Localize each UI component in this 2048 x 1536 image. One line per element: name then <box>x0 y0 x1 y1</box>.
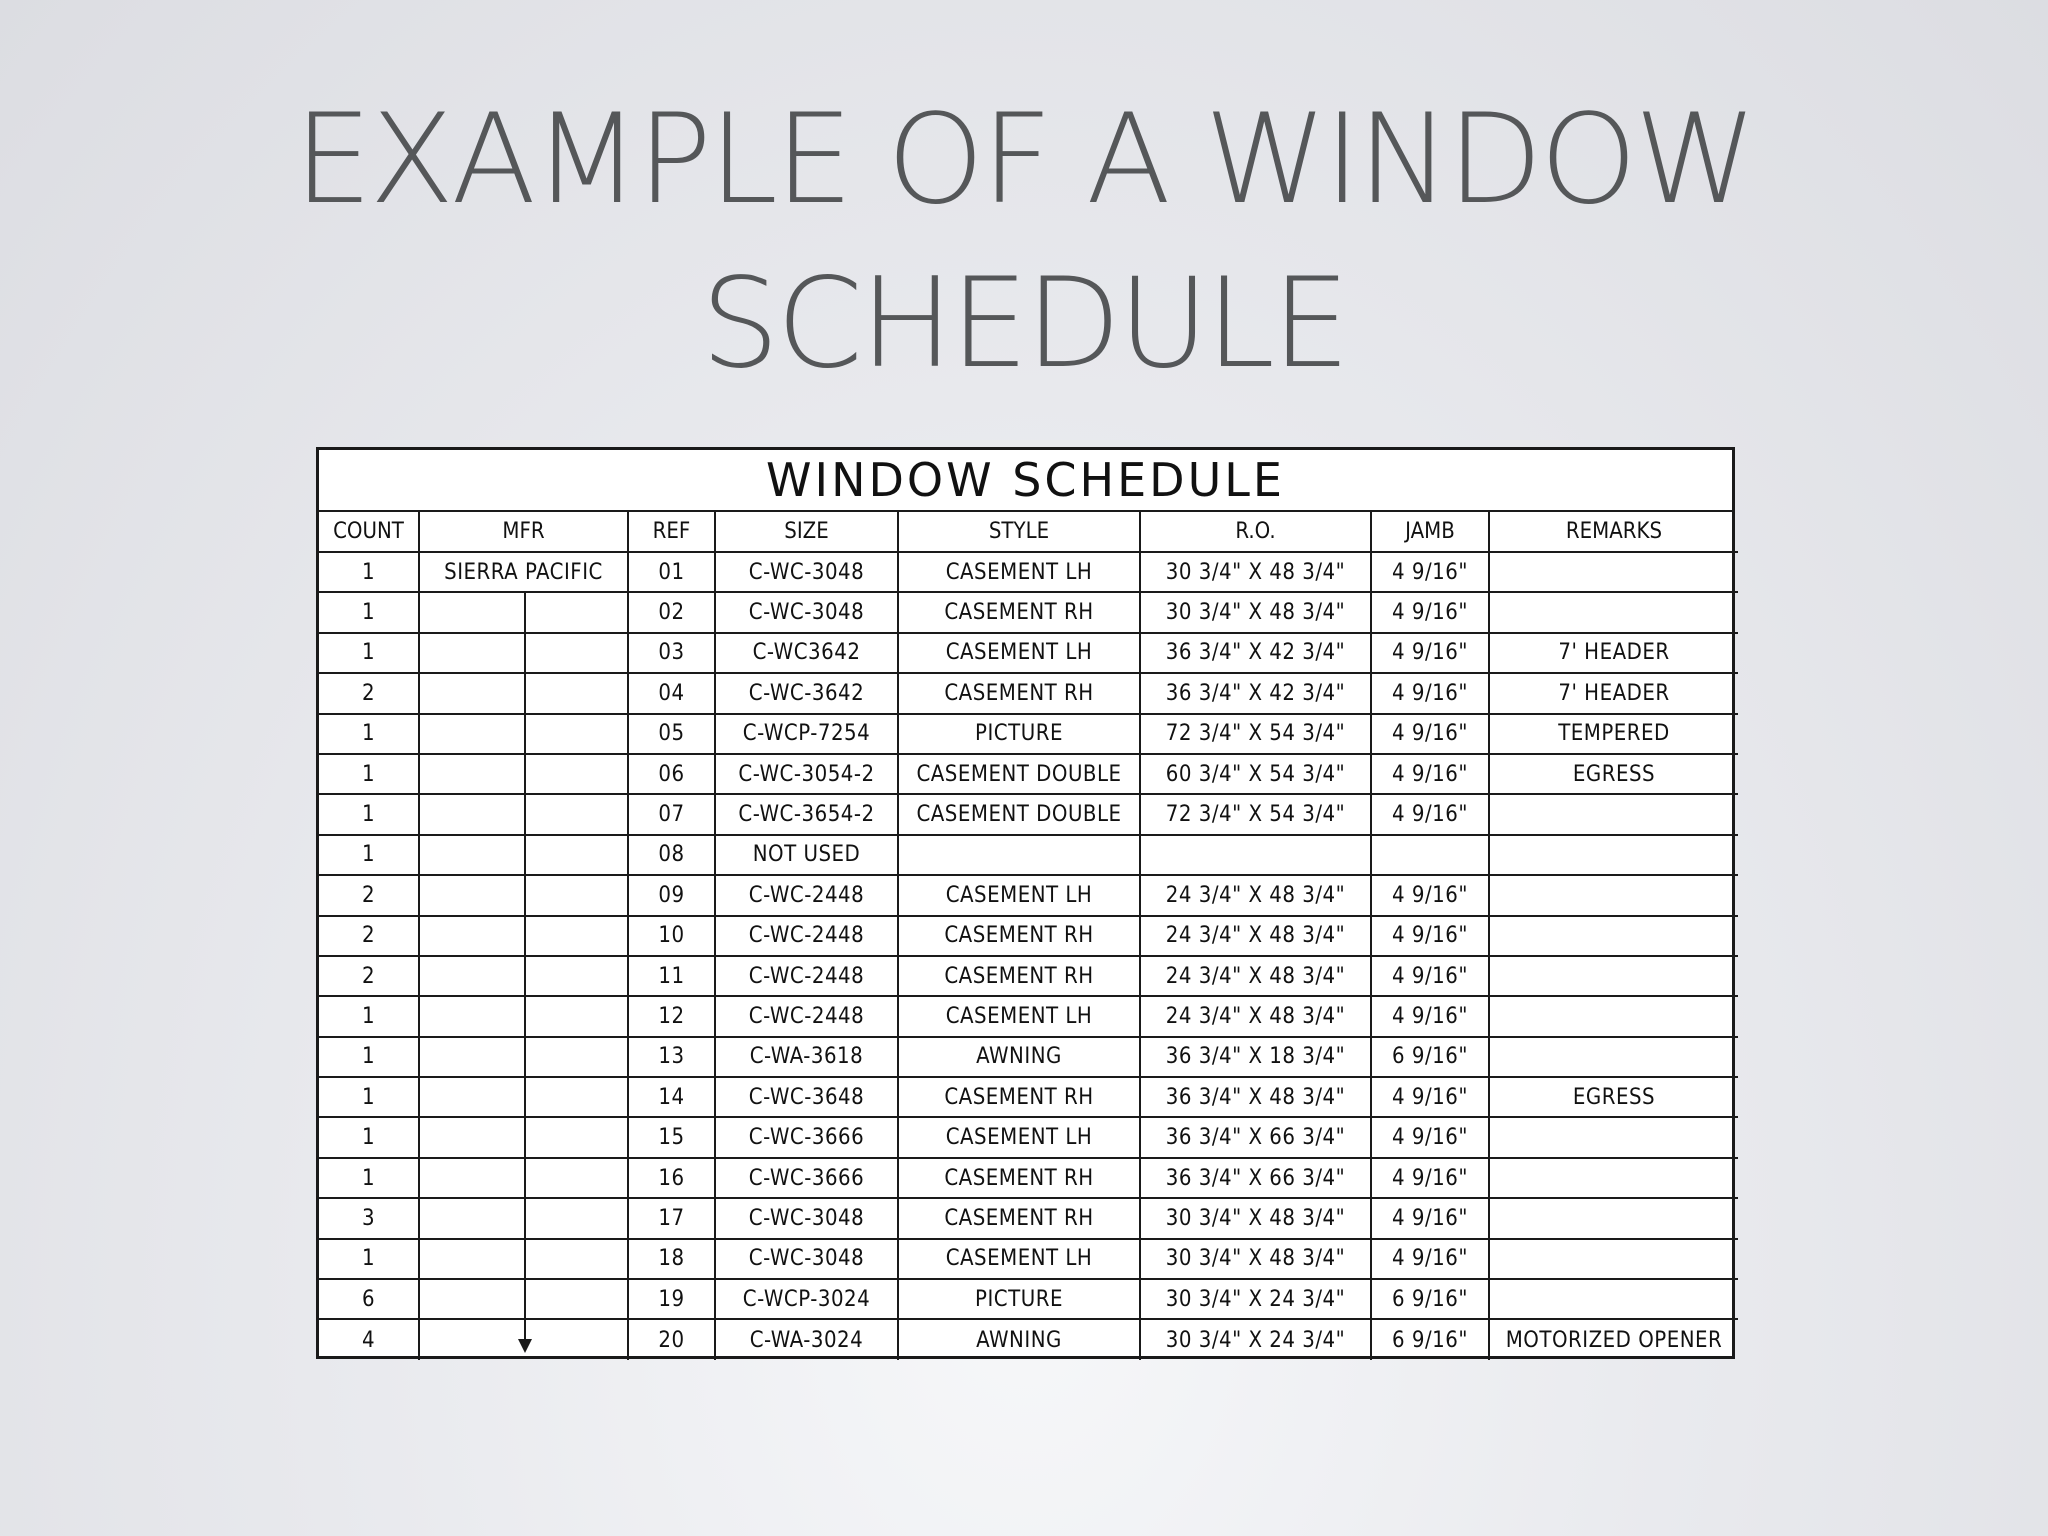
cell-remarks: TEMPERED <box>1489 714 1738 754</box>
cell-count: 1 <box>319 1239 419 1279</box>
cell-size: C-WCP-7254 <box>715 714 898 754</box>
cell-count: 6 <box>319 1279 419 1319</box>
cell-style <box>898 835 1140 875</box>
header-row <box>319 512 1738 552</box>
cell-remarks <box>1489 592 1738 632</box>
cell-ref: 03 <box>628 633 715 673</box>
cell-jamb: 4 9/16" <box>1371 1077 1489 1117</box>
table-row <box>319 875 1738 915</box>
cell-count: 1 <box>319 714 419 754</box>
cell-mfr <box>419 1077 628 1117</box>
table-row <box>319 996 1738 1036</box>
cell-count: 1 <box>319 794 419 834</box>
schedule-body <box>319 552 1738 1360</box>
header-size: SIZE <box>715 512 898 552</box>
cell-ref: 09 <box>628 875 715 915</box>
table-row <box>319 794 1738 834</box>
cell-remarks <box>1489 794 1738 834</box>
cell-count: 1 <box>319 835 419 875</box>
table-row <box>319 1198 1738 1238</box>
cell-mfr <box>419 1158 628 1198</box>
table-row <box>319 916 1738 956</box>
cell-remarks: EGRESS <box>1489 1077 1738 1117</box>
ditto-line <box>524 1077 526 1117</box>
cell-mfr <box>419 916 628 956</box>
cell-size: NOT USED <box>715 835 898 875</box>
cell-mfr <box>419 714 628 754</box>
cell-jamb: 4 9/16" <box>1371 673 1489 713</box>
window-schedule-sheet <box>316 447 1735 1359</box>
ditto-line <box>524 1239 526 1279</box>
cell-ro: 72 3/4" X 54 3/4" <box>1140 794 1371 834</box>
cell-ref: 12 <box>628 996 715 1036</box>
cell-ref: 16 <box>628 1158 715 1198</box>
table-row <box>319 1158 1738 1198</box>
cell-jamb: 4 9/16" <box>1371 1198 1489 1238</box>
cell-style: AWNING <box>898 1037 1140 1077</box>
cell-jamb: 4 9/16" <box>1371 552 1489 592</box>
cell-mfr <box>419 875 628 915</box>
cell-count: 1 <box>319 1158 419 1198</box>
ditto-line <box>524 1279 526 1319</box>
cell-count: 2 <box>319 673 419 713</box>
cell-ref: 08 <box>628 835 715 875</box>
cell-mfr <box>419 1279 628 1319</box>
cell-size: C-WC-3654-2 <box>715 794 898 834</box>
cell-style: CASEMENT RH <box>898 673 1140 713</box>
cell-ro: 24 3/4" X 48 3/4" <box>1140 996 1371 1036</box>
table-row <box>319 673 1738 713</box>
cell-size: C-WC-2448 <box>715 996 898 1036</box>
cell-size: C-WA-3024 <box>715 1319 898 1359</box>
cell-size: C-WC-3666 <box>715 1117 898 1157</box>
cell-count: 2 <box>319 875 419 915</box>
slide-title-line-2: SCHEDULE <box>700 252 1348 396</box>
cell-remarks: 7' HEADER <box>1489 673 1738 713</box>
cell-count: 1 <box>319 754 419 794</box>
cell-size: C-WC-2448 <box>715 956 898 996</box>
cell-ro: 72 3/4" X 54 3/4" <box>1140 714 1371 754</box>
cell-style: CASEMENT RH <box>898 1158 1140 1198</box>
ditto-line <box>524 916 526 956</box>
cell-jamb: 4 9/16" <box>1371 875 1489 915</box>
cell-remarks: MOTORIZED OPENER <box>1489 1319 1738 1359</box>
cell-jamb <box>1371 835 1489 875</box>
cell-ref: 05 <box>628 714 715 754</box>
cell-ro: 36 3/4" X 42 3/4" <box>1140 633 1371 673</box>
cell-mfr <box>419 1198 628 1238</box>
header-style: STYLE <box>898 512 1140 552</box>
cell-remarks <box>1489 956 1738 996</box>
cell-ref: 11 <box>628 956 715 996</box>
cell-ro <box>1140 835 1371 875</box>
cell-style: CASEMENT LH <box>898 1117 1140 1157</box>
cell-size: C-WC-3048 <box>715 552 898 592</box>
ditto-line <box>524 875 526 915</box>
cell-ref: 04 <box>628 673 715 713</box>
cell-jamb: 4 9/16" <box>1371 754 1489 794</box>
table-row <box>319 754 1738 794</box>
cell-jamb: 6 9/16" <box>1371 1037 1489 1077</box>
cell-ref: 17 <box>628 1198 715 1238</box>
cell-ref: 19 <box>628 1279 715 1319</box>
cell-mfr <box>419 1239 628 1279</box>
cell-ro: 30 3/4" X 24 3/4" <box>1140 1319 1371 1359</box>
cell-remarks <box>1489 1117 1738 1157</box>
cell-style: CASEMENT RH <box>898 1198 1140 1238</box>
cell-style: CASEMENT LH <box>898 633 1140 673</box>
cell-ro: 30 3/4" X 48 3/4" <box>1140 1239 1371 1279</box>
cell-remarks <box>1489 916 1738 956</box>
ditto-line <box>524 633 526 673</box>
cell-ro: 30 3/4" X 24 3/4" <box>1140 1279 1371 1319</box>
table-row <box>319 592 1738 632</box>
cell-ro: 30 3/4" X 48 3/4" <box>1140 552 1371 592</box>
cell-ref: 15 <box>628 1117 715 1157</box>
cell-style: CASEMENT RH <box>898 592 1140 632</box>
cell-ro: 30 3/4" X 48 3/4" <box>1140 592 1371 632</box>
table-row <box>319 835 1738 875</box>
ditto-line <box>524 794 526 834</box>
cell-mfr <box>419 633 628 673</box>
cell-mfr <box>419 956 628 996</box>
cell-ro: 36 3/4" X 18 3/4" <box>1140 1037 1371 1077</box>
cell-ro: 24 3/4" X 48 3/4" <box>1140 875 1371 915</box>
cell-remarks <box>1489 996 1738 1036</box>
cell-remarks: 7' HEADER <box>1489 633 1738 673</box>
cell-count: 1 <box>319 633 419 673</box>
cell-ref: 18 <box>628 1239 715 1279</box>
header-jamb: JAMB <box>1371 512 1489 552</box>
cell-style: CASEMENT RH <box>898 956 1140 996</box>
cell-ref: 20 <box>628 1319 715 1359</box>
cell-style: CASEMENT LH <box>898 1239 1140 1279</box>
cell-size: C-WC-3666 <box>715 1158 898 1198</box>
table-row <box>319 1077 1738 1117</box>
cell-style: CASEMENT LH <box>898 552 1140 592</box>
ditto-line <box>524 835 526 875</box>
cell-remarks <box>1489 1037 1738 1077</box>
cell-jamb: 4 9/16" <box>1371 996 1489 1036</box>
cell-ro: 36 3/4" X 66 3/4" <box>1140 1158 1371 1198</box>
cell-jamb: 4 9/16" <box>1371 1239 1489 1279</box>
slide-title-line-1: EXAMPLE OF A WINDOW <box>294 88 1754 232</box>
cell-jamb: 4 9/16" <box>1371 956 1489 996</box>
cell-style: CASEMENT DOUBLE <box>898 794 1140 834</box>
cell-remarks <box>1489 1158 1738 1198</box>
cell-ref: 13 <box>628 1037 715 1077</box>
cell-ref: 07 <box>628 794 715 834</box>
cell-style: CASEMENT LH <box>898 875 1140 915</box>
cell-count: 2 <box>319 956 419 996</box>
ditto-line <box>524 1198 526 1238</box>
table-row <box>319 1319 1738 1359</box>
cell-count: 1 <box>319 996 419 1036</box>
cell-count: 2 <box>319 916 419 956</box>
cell-mfr <box>419 1037 628 1077</box>
cell-jamb: 4 9/16" <box>1371 633 1489 673</box>
cell-ro: 36 3/4" X 48 3/4" <box>1140 1077 1371 1117</box>
cell-count: 1 <box>319 1117 419 1157</box>
cell-style: PICTURE <box>898 1279 1140 1319</box>
cell-remarks: EGRESS <box>1489 754 1738 794</box>
ditto-line <box>524 673 526 713</box>
cell-count: 4 <box>319 1319 419 1359</box>
cell-remarks <box>1489 835 1738 875</box>
table-row <box>319 956 1738 996</box>
cell-ro: 24 3/4" X 48 3/4" <box>1140 956 1371 996</box>
cell-ro: 24 3/4" X 48 3/4" <box>1140 916 1371 956</box>
slide-title <box>0 78 2048 406</box>
cell-count: 3 <box>319 1198 419 1238</box>
cell-remarks <box>1489 1279 1738 1319</box>
cell-mfr <box>419 592 628 632</box>
ditto-line <box>524 1158 526 1198</box>
schedule-caption: WINDOW SCHEDULE <box>319 450 1732 512</box>
cell-size: C-WCP-3024 <box>715 1279 898 1319</box>
cell-style: CASEMENT LH <box>898 996 1140 1036</box>
cell-ro: 30 3/4" X 48 3/4" <box>1140 1198 1371 1238</box>
cell-ref: 10 <box>628 916 715 956</box>
ditto-arrow-icon <box>518 1339 532 1353</box>
cell-ro: 36 3/4" X 42 3/4" <box>1140 673 1371 713</box>
cell-jamb: 4 9/16" <box>1371 794 1489 834</box>
ditto-line <box>524 714 526 754</box>
cell-ref: 02 <box>628 592 715 632</box>
cell-style: CASEMENT RH <box>898 916 1140 956</box>
cell-mfr <box>419 794 628 834</box>
header-mfr: MFR <box>419 512 628 552</box>
cell-remarks <box>1489 552 1738 592</box>
cell-style: CASEMENT RH <box>898 1077 1140 1117</box>
cell-count: 1 <box>319 1077 419 1117</box>
ditto-line <box>524 1117 526 1157</box>
header-ro: R.O. <box>1140 512 1371 552</box>
cell-mfr <box>419 835 628 875</box>
cell-jamb: 4 9/16" <box>1371 916 1489 956</box>
cell-size: C-WC-3048 <box>715 1239 898 1279</box>
table-row <box>319 552 1738 592</box>
cell-jamb: 4 9/16" <box>1371 1117 1489 1157</box>
cell-remarks <box>1489 1239 1738 1279</box>
cell-ref: 06 <box>628 754 715 794</box>
cell-jamb: 4 9/16" <box>1371 1158 1489 1198</box>
ditto-line <box>524 996 526 1036</box>
cell-size: C-WC-2448 <box>715 916 898 956</box>
cell-style: AWNING <box>898 1319 1140 1359</box>
ditto-line <box>524 592 526 632</box>
cell-size: C-WC-3048 <box>715 1198 898 1238</box>
cell-jamb: 6 9/16" <box>1371 1279 1489 1319</box>
cell-jamb: 4 9/16" <box>1371 714 1489 754</box>
cell-style: PICTURE <box>898 714 1140 754</box>
cell-mfr <box>419 1117 628 1157</box>
cell-count: 1 <box>319 592 419 632</box>
table-row <box>319 633 1738 673</box>
ditto-line <box>524 956 526 996</box>
cell-mfr <box>419 552 628 592</box>
window-schedule-table <box>319 512 1738 1360</box>
cell-size: C-WC3642 <box>715 633 898 673</box>
cell-size: C-WC-2448 <box>715 875 898 915</box>
cell-ref: 01 <box>628 552 715 592</box>
table-row <box>319 1037 1738 1077</box>
cell-size: C-WC-3642 <box>715 673 898 713</box>
cell-count: 1 <box>319 552 419 592</box>
table-row <box>319 1117 1738 1157</box>
ditto-line <box>524 754 526 794</box>
header-count: COUNT <box>319 512 419 552</box>
cell-ro: 36 3/4" X 66 3/4" <box>1140 1117 1371 1157</box>
cell-ref: 14 <box>628 1077 715 1117</box>
mfr-text: SIERRA PACIFIC <box>444 559 603 585</box>
table-row <box>319 714 1738 754</box>
header-ref: REF <box>628 512 715 552</box>
cell-count: 1 <box>319 1037 419 1077</box>
cell-remarks <box>1489 875 1738 915</box>
cell-mfr <box>419 996 628 1036</box>
cell-jamb: 6 9/16" <box>1371 1319 1489 1359</box>
table-row <box>319 1279 1738 1319</box>
cell-ro: 60 3/4" X 54 3/4" <box>1140 754 1371 794</box>
cell-mfr <box>419 673 628 713</box>
cell-remarks <box>1489 1198 1738 1238</box>
cell-size: C-WC-3054-2 <box>715 754 898 794</box>
header-remarks: REMARKS <box>1489 512 1738 552</box>
cell-size: C-WC-3648 <box>715 1077 898 1117</box>
cell-mfr <box>419 754 628 794</box>
cell-style: CASEMENT DOUBLE <box>898 754 1140 794</box>
cell-jamb: 4 9/16" <box>1371 592 1489 632</box>
cell-mfr <box>419 1319 628 1359</box>
table-row <box>319 1239 1738 1279</box>
ditto-line <box>524 1037 526 1077</box>
cell-size: C-WC-3048 <box>715 592 898 632</box>
cell-size: C-WA-3618 <box>715 1037 898 1077</box>
